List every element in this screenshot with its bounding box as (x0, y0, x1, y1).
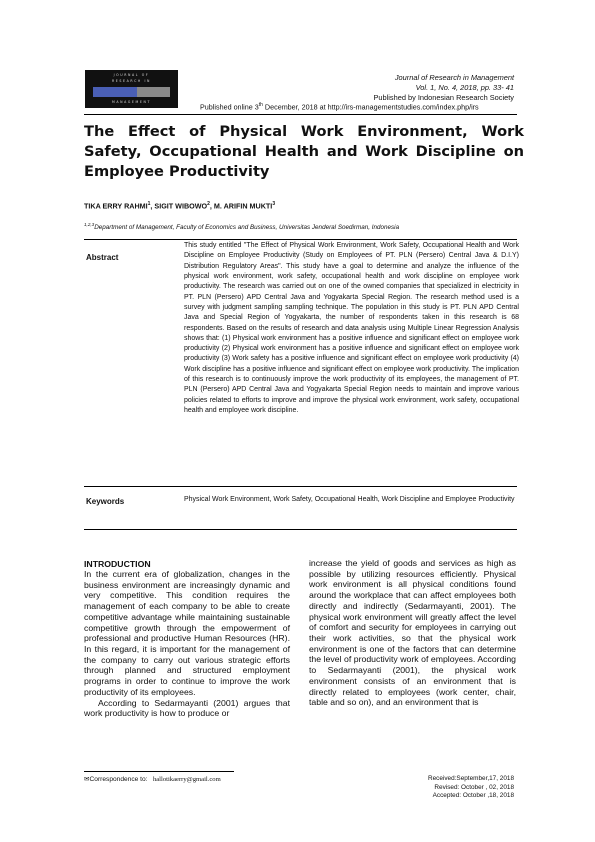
body-column-right (309, 558, 516, 708)
article-dates (428, 775, 514, 801)
abstract-bottom-rule (84, 486, 517, 487)
correspondence-label: Correspondence to: (89, 776, 148, 783)
body-column-left (84, 569, 290, 719)
correspondence (84, 775, 221, 783)
revised-date: Revised: October , 02, 2018 (434, 783, 514, 791)
author-1-sup: 1 (147, 201, 151, 207)
logo-blue-bar (93, 87, 137, 97)
journal-volume: Vol. 1, No. 4, 2018, pp. 33- 41 (415, 83, 514, 92)
received-date: Received:September,17, 2018 (428, 775, 514, 782)
introduction-heading: INTRODUCTION (84, 559, 151, 569)
author-1: TIKA ERRY RAHMI (84, 201, 148, 211)
logo-gray-bar (137, 87, 170, 97)
intro-paragraph-2: According to Sedarmayanti (2001) argues that work productivity is how to produce or (84, 697, 290, 719)
correspondence-email[interactable]: hallotikaerry@gmail.com (152, 776, 221, 783)
keywords-text: Physical Work Environment, Work Safety, Occupational Health, Work Discipline and Employee Productivity (184, 496, 515, 503)
journal-logo (85, 70, 178, 108)
accepted-date: Accepted: October ,18, 2018 (432, 792, 514, 800)
abstract-top-rule (84, 239, 517, 240)
journal-name: Journal of Research in Management (394, 73, 514, 82)
affiliation-sup: 1,2,3 (84, 222, 95, 227)
footnote-rule (84, 771, 234, 772)
keywords-bottom-rule (84, 529, 517, 530)
logo-line-3: MANAGEMENT (111, 100, 152, 104)
envelope-icon: ✉ (84, 776, 90, 783)
published-online-suffix: December, 2018 at http://irs-managementstudies.com/index.php/irs (262, 102, 479, 112)
author-2: , SIGIT WIBOWO (150, 201, 208, 211)
paper-title: The Effect of Physical Work Environment, Work Safety, Occupational Health and Work Discipline on Employee Productivity (84, 123, 524, 180)
journal-publisher: Published by Indonesian Research Society (373, 93, 514, 102)
logo-line-1: JOURNAL OF (113, 73, 150, 77)
published-online-line (200, 102, 479, 111)
author-2-sup: 2 (207, 201, 210, 207)
intro-paragraph-3: increase the yield of goods and services as high as possible by utilizing resources efficiently. Physical work environment is all physical conditions found around the workplace that can affect employees both directly and indirectly (Sedarmayanti, 2001). The physical work environment will greatly affect the level of comfort and security for employees in carrying out their work activities, so that the physical work environment is one of the factors that can determine the level of productivity work of employees. According to Sedarmayanti (2001), the physical work environment consists of an environment that is directly related to employees (work center, chair, table and so on), and an environment that is (309, 558, 516, 708)
intro-paragraph-1: In the current era of globalization, changes in the business environment are increasingly dynamic and very competitive. This condition requires the management of each company to be able to create competitive advantage while maintaining sustainable competitive growth through the empowerment of professional and productive Human Resources (HR). In this regard, it is important for the management of the company to carry out various strategic efforts through planned and structured employment programs in order to continue to improve the work productivity of its employees. (84, 569, 290, 697)
header-rule (84, 114, 517, 115)
published-online-prefix: Published online 3 (200, 102, 259, 112)
affiliation-text: Department of Management, Faculty of Economics and Business, Universitas Jenderal Soedirman, Indonesia (94, 224, 400, 232)
author-list (84, 201, 275, 210)
abstract-text: This study entitled "The Effect of Physical Work Environment, Work Safety, Occupational Health and Work Discipline on Employee Productivity (Study on Employees of PT. PLN (Persero) Central Java & D.I.Y) Distribution Regulatory Areas". This study have a goal to determine and analyze the influence of the physical work environment, work safety, occupational health and work discipline on employee work productivity. The research was carried out on one of the owned companies that specialized in electricity in PT. PLN (Persero) APD Central Java and Yogyakarta Special Region. The research method used is a survey with judgment sampling sampling technique. The population in this study is PT. PLN APD Central Java and Special Region of Yogyakarta, the number of respondents taken in this research is 68 respondents. Based on the results of research and data analysis using Multiple Linear Regression Analysis shows that: (1) Physical work environment has a positive influence and significant effect on employee work productivity (2) Physical work environment has a positive influence and significant effect on employee work productivity (3) Work safety has a positive influence and significant effect on employee work productivity (4) Work discipline has a positive influence and significant effect on employee work productivity. The implication of this research is to continuously improve the work productivity of its employees, the management of PT. PLN (Persero) APD Central Java and Yogyakarta Special Region needs to maintain and improve various policies related to efforts to improve and improve the physical work environment, work safety, occupational health and employee work discipline. (184, 242, 519, 414)
affiliation (84, 222, 399, 231)
abstract-label: Abstract (86, 253, 119, 262)
logo-line-2: RESEARCH IN (111, 79, 152, 83)
published-online-sup: th (258, 102, 263, 108)
author-3-sup: 3 (272, 201, 276, 207)
author-3: , M. ARIFIN MUKTI (209, 201, 273, 211)
keywords-label: Keywords (86, 497, 125, 506)
